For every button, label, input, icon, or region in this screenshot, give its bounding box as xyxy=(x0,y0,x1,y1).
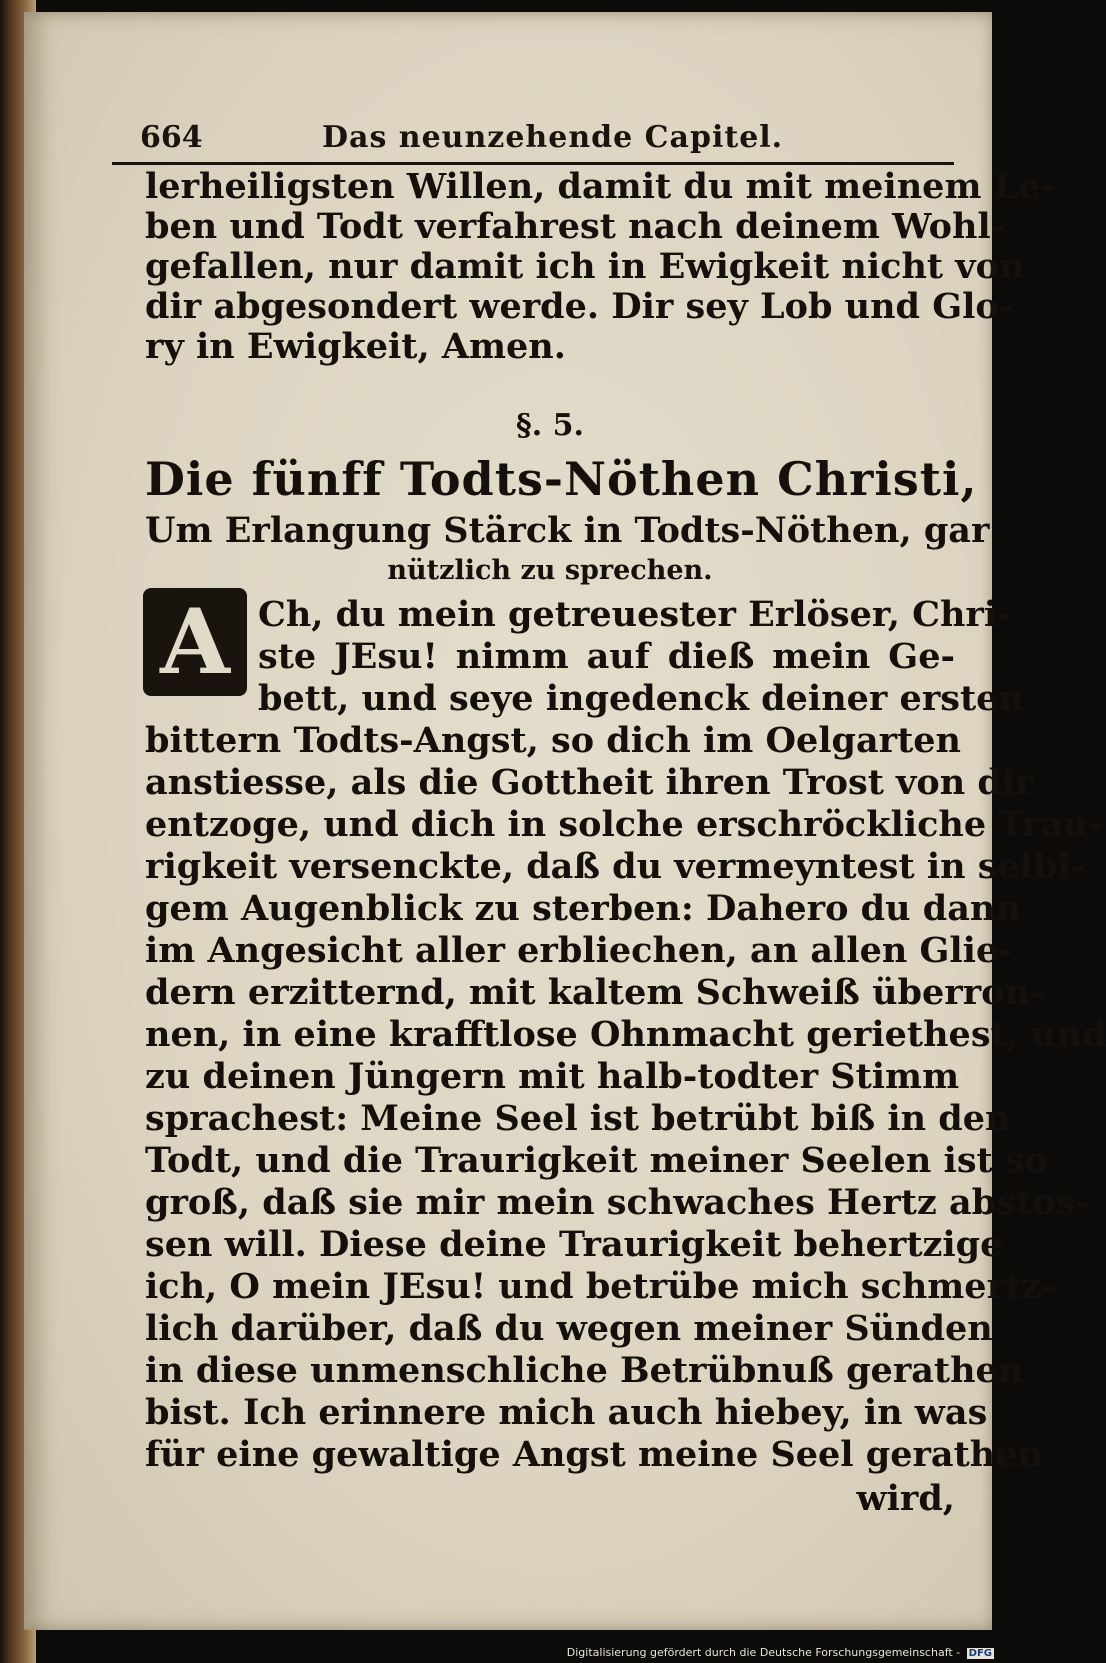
text-line: ich, O mein JEsu! und betrübe mich schmertz- xyxy=(145,1266,1056,1307)
text-line: bett, und seye ingedenck deiner ersten xyxy=(258,678,1024,719)
section-subtitle: Um Erlangung Stärck in Todts-Nöthen, gar xyxy=(145,510,990,551)
text-line: bist. Ich erinnere mich auch hiebey, in was xyxy=(145,1392,988,1433)
text-line: dir abgesondert werde. Dir sey Lob und Glo- xyxy=(145,286,1014,327)
text-line: ry in Ewigkeit, Amen. xyxy=(145,326,566,367)
text-line: Ch, du mein getreuester Erlöser, Chri- xyxy=(258,594,1012,635)
text-line: sen will. Diese deine Traurigkeit behertzige xyxy=(145,1224,1003,1265)
text-line: rigkeit versenckte, daß du vermeyntest in selbi- xyxy=(145,846,1086,887)
page-number: 664 xyxy=(140,120,203,155)
text-line: zu deinen Jüngern mit halb-todter Stimm xyxy=(145,1056,960,1097)
text-line: nen, in eine krafftlose Ohnmacht geriethest, und xyxy=(145,1014,1106,1055)
text-line: anstiesse, als die Gottheit ihren Trost von dir xyxy=(145,762,1034,803)
text-line: Todt, und die Traurigkeit meiner Seelen ist so xyxy=(145,1140,1048,1181)
text-line: lerheiligsten Willen, damit du mit meinem Le- xyxy=(145,166,1056,207)
decorated-initial: A xyxy=(143,588,247,696)
text-line: gefallen, nur damit ich in Ewigkeit nicht von xyxy=(145,246,1025,287)
credit-text: Digitalisierung gefördert durch die Deutsche Forschungsgemeinschaft - xyxy=(566,1646,961,1659)
text-line: bittern Todts-Angst, so dich im Oelgarten xyxy=(145,720,961,761)
text-line: ste JEsu! nimm auf dieß mein Ge- xyxy=(258,636,955,677)
text-line: in diese unmenschliche Betrübnuß gerathen xyxy=(145,1350,1024,1391)
text-line: entzoge, und dich in solche erschröckliche Trau- xyxy=(145,804,1103,845)
text-line: groß, daß sie mir mein schwaches Hertz abstos- xyxy=(145,1182,1090,1223)
text-line: im Angesicht aller erbliechen, an allen Glie- xyxy=(145,930,1013,971)
page-header xyxy=(112,118,954,165)
catchword: wird, xyxy=(856,1478,955,1519)
section-subtitle-continued: nützlich zu sprechen. xyxy=(387,555,713,586)
running-head: Das neunzehende Capitel. xyxy=(322,120,784,155)
dfg-logo: DFG xyxy=(968,1648,992,1659)
text-line: ben und Todt verfahrest nach deinem Wohl- xyxy=(145,206,1006,247)
text-line: dern erzitternd, mit kaltem Schweiß überron- xyxy=(145,972,1045,1013)
section-title: Die fünff Todts-Nöthen Christi, xyxy=(145,452,978,506)
section-mark: §. 5. xyxy=(516,408,584,443)
text-line: gem Augenblick zu sterben: Dahero du dann xyxy=(145,888,1021,929)
digitization-credit xyxy=(567,1646,994,1659)
text-line: lich darüber, daß du wegen meiner Sünden xyxy=(145,1308,993,1349)
text-line: für eine gewaltige Angst meine Seel gerathen xyxy=(145,1434,1043,1475)
text-line: sprachest: Meine Seel ist betrübt biß in den xyxy=(145,1098,1011,1139)
